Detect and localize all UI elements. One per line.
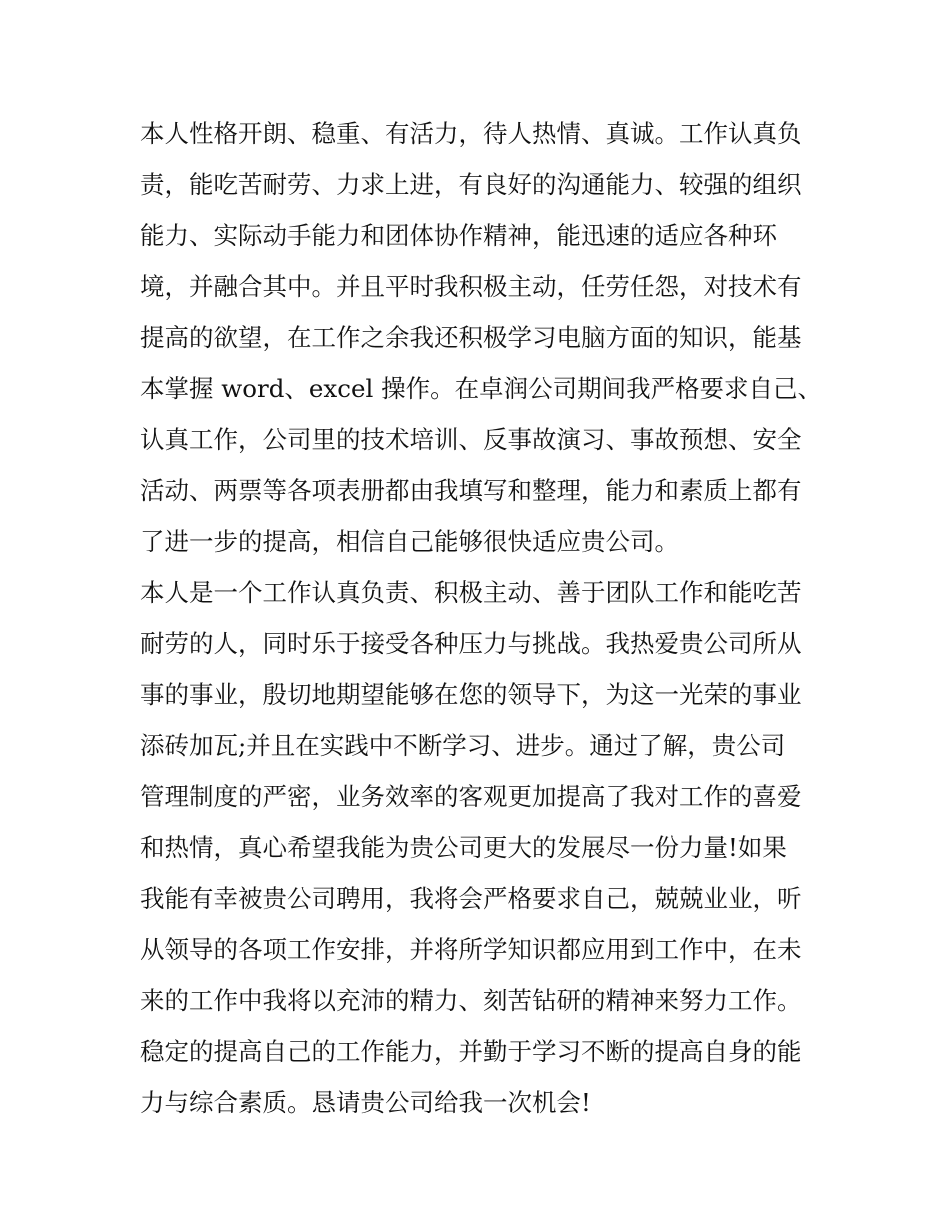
text-line: 本人性格开朗、稳重、有活力，待人热情、真诚。工作认真负 [140, 119, 802, 148]
text-line: 稳定的提高自己的工作能力，并勤于学习不断的提高自身的能 [140, 1037, 802, 1066]
text-line: 来的工作中我将以充沛的精力、刻苦钻研的精神来努力工作。 [140, 986, 802, 1015]
text-line: 提高的欲望，在工作之余我还积极学习电脑方面的知识，能基 [140, 323, 802, 352]
text-line: 我能有幸被贵公司聘用，我将会严格要求自己，兢兢业业，听 [140, 884, 802, 913]
text-line: 活动、两票等各项表册都由我填写和整理，能力和素质上都有 [140, 476, 802, 505]
text-line: 从领导的各项工作安排，并将所学知识都应用到工作中，在未 [140, 935, 802, 964]
text-line: 力与综合素质。恳请贵公司给我一次机会! [140, 1088, 591, 1117]
paragraph-2 [140, 567, 820, 1128]
text-line: 责，能吃苦耐劳、力求上进，有良好的沟通能力、较强的组织 [140, 170, 802, 199]
document-body [140, 108, 823, 1128]
text-line: 耐劳的人，同时乐于接受各种压力与挑战。我热爱贵公司所从 [140, 629, 802, 658]
text-line: 认真工作，公司里的技术培训、反事故演习、事故预想、安全 [140, 425, 802, 454]
paragraph-1 [140, 108, 823, 567]
text-line: 和热情，真心希望我能为贵公司更大的发展尽一份力量!如果 [140, 833, 787, 862]
text-line: 本人是一个工作认真负责、积极主动、善于团队工作和能吃苦 [140, 578, 802, 607]
text-line: 能力、实际动手能力和团体协作精神，能迅速的适应各种环 [140, 221, 777, 250]
text-line: 本掌握 word、excel 操作。在卓润公司期间我严格要求自己、 [140, 374, 823, 403]
text-line: 管理制度的严密，业务效率的客观更加提高了我对工作的喜爱 [140, 782, 802, 811]
text-line: 添砖加瓦;并且在实践中不断学习、进步。通过了解，贵公司 [140, 731, 786, 760]
text-line: 事的事业，殷切地期望能够在您的领导下，为这一光荣的事业 [140, 680, 802, 709]
text-line: 境，并融合其中。并且平时我积极主动，任劳任怨，对技术有 [140, 272, 802, 301]
text-line: 了进一步的提高，相信自己能够很快适应贵公司。 [140, 527, 679, 556]
